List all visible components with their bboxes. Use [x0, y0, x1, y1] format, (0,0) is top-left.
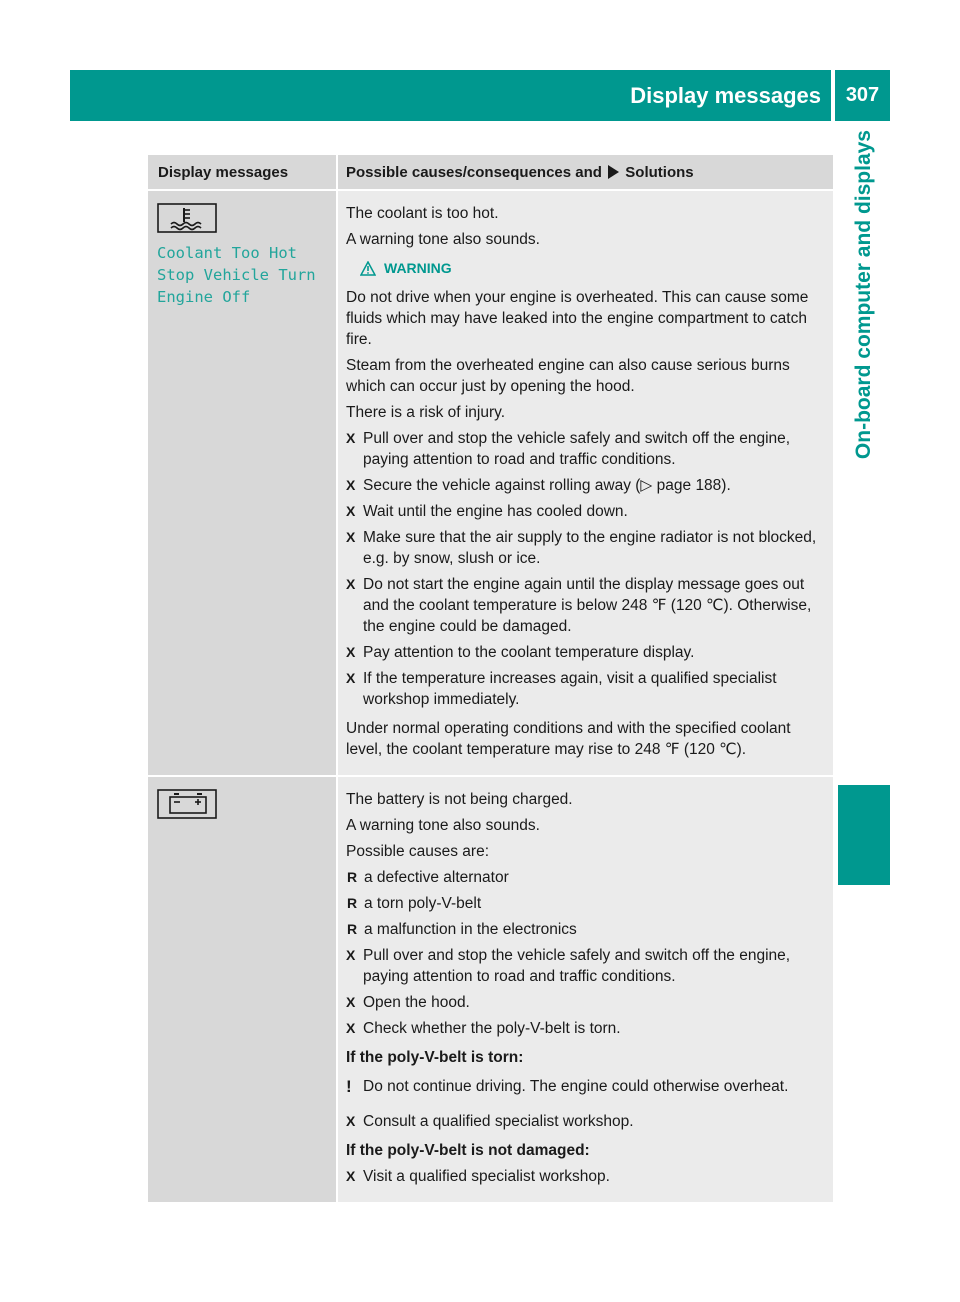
- warning-heading: [360, 258, 827, 279]
- instruction-step: [346, 475, 827, 496]
- display-messages-table: [148, 155, 833, 1202]
- header-text-solutions: Solutions: [625, 164, 694, 181]
- page-header-bar: [70, 70, 890, 121]
- chapter-tab: [838, 130, 890, 770]
- step-marker: X: [346, 644, 356, 660]
- step-text: Pull over and stop the vehicle safely and switch off the engine, paying attention to road and traffic conditions.: [363, 430, 791, 468]
- instruction-step: [346, 501, 827, 522]
- warning-label: WARNING: [384, 260, 452, 276]
- solutions-cell: [336, 777, 833, 1202]
- step-marker: X: [346, 1020, 356, 1036]
- display-line: Coolant Too Hot: [157, 244, 297, 262]
- list-item: [346, 867, 827, 888]
- section-title: Display messages: [630, 83, 821, 108]
- instruction-step: [346, 1111, 827, 1132]
- battery-icon: [157, 789, 217, 819]
- instruction-step: [346, 527, 827, 569]
- list-item-text: a torn poly-V-belt: [364, 895, 482, 912]
- step-text: Make sure that the air supply to the engine radiator is not blocked, e.g. by snow, slush or ice.: [363, 529, 817, 567]
- subheading: If the poly-V-belt is not damaged:: [346, 1142, 590, 1159]
- instruction-step: [346, 1166, 827, 1187]
- paragraph: Under normal operating conditions and with the specified coolant level, the coolant temperature may rise to 248 ℉ (120 ℃).: [346, 720, 791, 758]
- step-marker: X: [346, 994, 356, 1010]
- column-header-display-messages: Display messages: [158, 164, 289, 181]
- display-line: Stop Vehicle Turn: [157, 266, 316, 284]
- bullet-marker: R: [347, 869, 358, 885]
- table-row-coolant: [148, 189, 833, 775]
- note: [346, 1076, 827, 1097]
- instruction-step: [346, 428, 827, 470]
- step-marker: X: [346, 670, 356, 686]
- column-header-solutions: [336, 155, 833, 189]
- step-marker: X: [346, 503, 356, 519]
- step-marker: X: [346, 1113, 356, 1129]
- step-text: Visit a qualified specialist workshop.: [363, 1168, 610, 1185]
- step-text: Secure the vehicle against rolling away (▷ page 188).: [363, 477, 731, 494]
- list-item: [346, 919, 827, 940]
- display-line: Engine Off: [157, 288, 251, 306]
- step-text: Consult a qualified specialist workshop.: [363, 1113, 634, 1130]
- display-message-cell: [148, 191, 336, 775]
- chapter-tab-marker: [838, 785, 890, 885]
- instruction-step: [346, 945, 827, 987]
- instruction-step: [346, 668, 827, 710]
- instruction-step: [346, 574, 827, 637]
- step-text: If the temperature increases again, visit a qualified specialist workshop immediately.: [363, 670, 777, 708]
- step-marker: X: [346, 529, 356, 545]
- step-text: Check whether the poly-V-belt is torn.: [363, 1020, 621, 1037]
- paragraph: A warning tone also sounds.: [346, 231, 540, 248]
- instruction-step: [346, 642, 827, 663]
- display-message-text: [157, 242, 326, 308]
- step-marker: X: [346, 477, 356, 493]
- warning-triangle-icon: [360, 261, 376, 276]
- arrow-right-icon: [608, 165, 619, 179]
- bullet-marker: R: [347, 895, 358, 911]
- display-message-cell: [148, 777, 336, 1202]
- table-row-battery: [148, 775, 833, 1202]
- step-text: Pull over and stop the vehicle safely and switch off the engine, paying attention to road and traffic conditions.: [363, 947, 791, 985]
- bullet-marker: R: [347, 921, 358, 937]
- exclamation-icon: !: [346, 1077, 352, 1096]
- solutions-cell: [336, 191, 833, 775]
- instruction-step: [346, 992, 827, 1013]
- table-header: [148, 155, 833, 189]
- step-marker: X: [346, 430, 356, 446]
- page-number: 307: [845, 84, 880, 106]
- paragraph: A warning tone also sounds.: [346, 817, 540, 834]
- paragraph: There is a risk of injury.: [346, 404, 506, 421]
- step-marker: X: [346, 1168, 356, 1184]
- chapter-tab-label: On-board computer and displays: [852, 130, 875, 460]
- step-marker: X: [346, 947, 356, 963]
- instruction-step: [346, 1018, 827, 1039]
- header-text-causes: Possible causes/consequences and: [346, 164, 602, 181]
- list-item-text: a defective alternator: [364, 869, 509, 886]
- paragraph: The coolant is too hot.: [346, 205, 499, 222]
- note-text: Do not continue driving. The engine could otherwise overheat.: [363, 1078, 789, 1095]
- paragraph: Possible causes are:: [346, 843, 490, 860]
- list-item-text: a malfunction in the electronics: [364, 921, 577, 938]
- coolant-temperature-icon: [157, 203, 217, 233]
- step-text: Wait until the engine has cooled down.: [363, 503, 628, 520]
- subheading: If the poly-V-belt is torn:: [346, 1049, 524, 1066]
- step-text: Do not start the engine again until the display message goes out and the coolant temperature is below 248 ℉ (120 ℃). Otherwise, the engine could be damaged.: [363, 576, 812, 635]
- paragraph: Steam from the overheated engine can also cause serious burns which can occur just by opening the hood.: [346, 357, 790, 395]
- list-item: [346, 893, 827, 914]
- step-text: Open the hood.: [363, 994, 470, 1011]
- step-marker: X: [346, 576, 356, 592]
- step-text: Pay attention to the coolant temperature display.: [363, 644, 695, 661]
- paragraph: The battery is not being charged.: [346, 791, 573, 808]
- paragraph: Do not drive when your engine is overheated. This can cause some fluids which may have leaked into the engine compartment to catch fire.: [346, 289, 809, 348]
